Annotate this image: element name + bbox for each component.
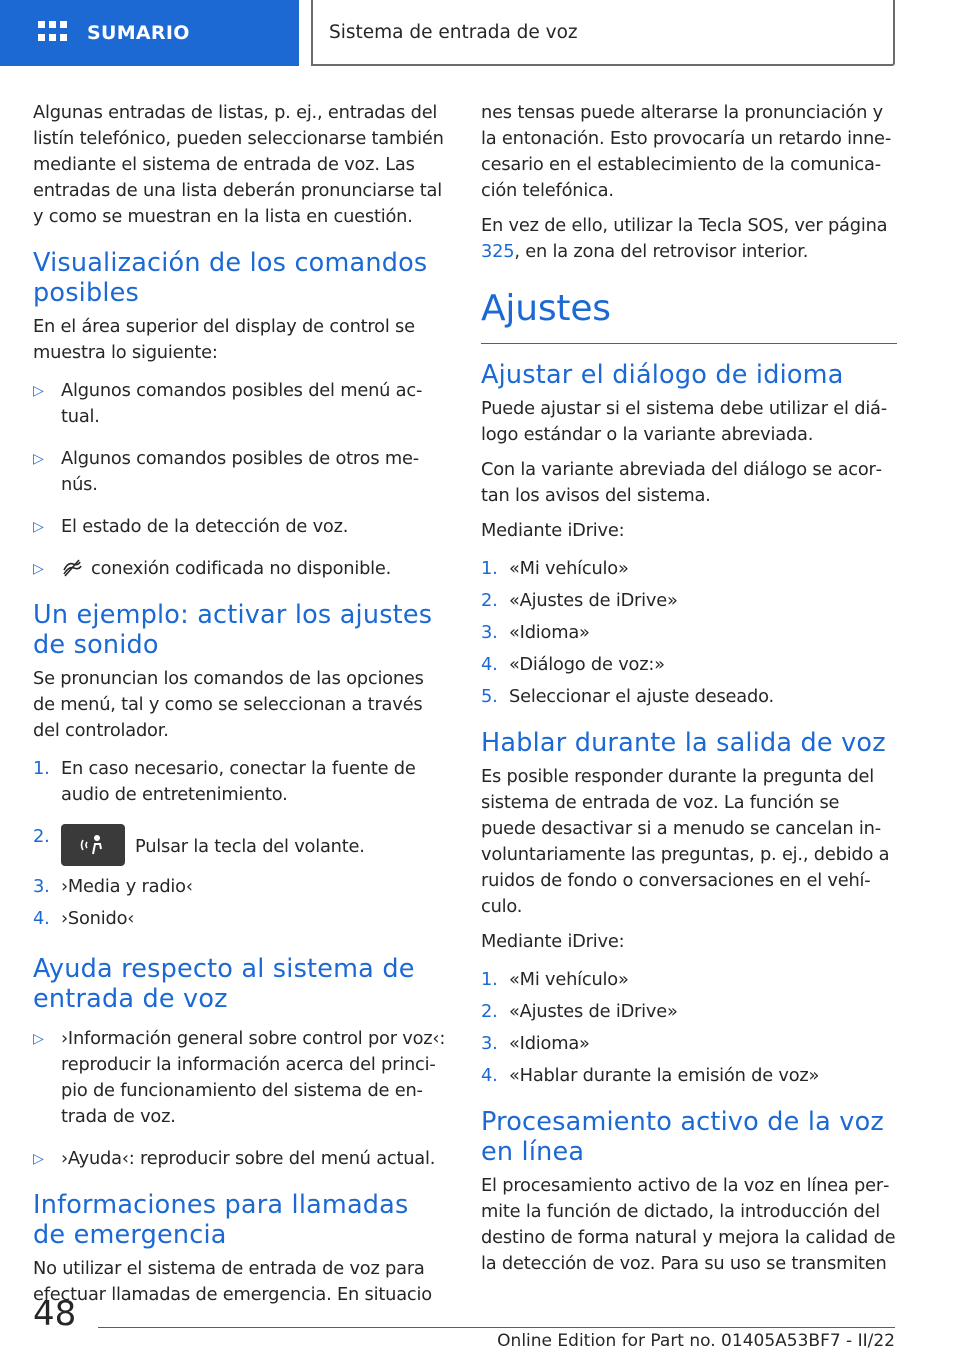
voice-command-key-icon bbox=[61, 824, 125, 866]
bullet-icon: ▷ bbox=[33, 451, 44, 467]
page-link-325[interactable]: 325 bbox=[481, 241, 515, 262]
heading-idioma: Ajustar el diálogo de idioma bbox=[481, 360, 844, 390]
hablar-steps bbox=[481, 967, 897, 1089]
heading-ajustes: Ajustes bbox=[481, 289, 897, 344]
step-item: 3. «Idioma» bbox=[481, 1033, 590, 1054]
bullet-icon: ▷ bbox=[33, 519, 44, 535]
heading-procesamiento: Procesamiento activo de la voz en línea bbox=[481, 1107, 884, 1167]
toc-button[interactable] bbox=[0, 0, 299, 66]
emergencia-paragraph: No utilizar el sistema de entrada de voz para efectuar llamadas de emergencia. En situacio bbox=[33, 1258, 432, 1305]
heading-hablar: Hablar durante la salida de voz bbox=[481, 728, 886, 758]
list-item: ▷ ›Ayuda‹: reproducir sobre del menú actual. bbox=[33, 1146, 449, 1172]
list-item: ▷ Algunos comandos posibles de otros menús. bbox=[33, 448, 420, 495]
continuation-paragraph: nes tensas puede alterarse la pronunciación y la entonación. Esto provocaría un retardo innecesario en el establecimiento de la comunicación telefónica. bbox=[481, 102, 892, 201]
heading-ejemplo: Un ejemplo: activar los ajustes de sonido bbox=[33, 600, 433, 660]
step-item: 1. «Mi vehículo» bbox=[481, 969, 629, 990]
edition-text: Online Edition for Part no. 01405A53BF7 - II/22 bbox=[497, 1331, 895, 1351]
idioma-steps bbox=[481, 556, 897, 710]
idrive-label: Mediante iDrive: bbox=[481, 520, 625, 541]
ayuda-list bbox=[33, 1026, 449, 1172]
bullet-icon: ▷ bbox=[33, 1031, 44, 1047]
step-item: 4. «Hablar durante la emisión de voz» bbox=[481, 1065, 820, 1086]
step-item: 5. Seleccionar el ajuste deseado. bbox=[481, 686, 774, 707]
heading-visualizacion: Visualización de los comandos posibles bbox=[33, 248, 428, 308]
step-item: 4. ›Sonido‹ bbox=[33, 908, 135, 929]
step-item: 3. «Idioma» bbox=[481, 622, 590, 643]
visualizacion-paragraph: En el área superior del display de control se muestra lo siguiente: bbox=[33, 316, 415, 363]
list-item: ▷ Algunos comandos posibles del menú actual. bbox=[33, 380, 423, 427]
step-item: 2. Pulsar la tecla del volante. bbox=[33, 824, 449, 866]
step-item: 1. «Mi vehículo» bbox=[481, 558, 629, 579]
grid-icon bbox=[38, 21, 66, 45]
heading-ayuda: Ayuda respecto al sistema de entrada de voz bbox=[33, 954, 415, 1014]
right-column bbox=[481, 100, 897, 1286]
no-encrypted-connection-icon bbox=[61, 558, 83, 578]
procesamiento-paragraph: El procesamiento activo de la voz en línea permite la función de dictado, la introducción del destino de forma natural y mejora la calidad de la detección de voz. Para su uso se transmiten bbox=[481, 1175, 896, 1274]
hablar-paragraph: Es posible responder durante la pregunta del sistema de entrada de voz. La función se puede desactivar si a menudo se cancelan involuntariamente las preguntas, p. ej., debido a ruidos de fondo o conversaciones en el vehículo. bbox=[481, 766, 890, 917]
step-item: 2. «Ajustes de iDrive» bbox=[481, 590, 678, 611]
page-number: 48 bbox=[33, 1294, 77, 1334]
bullet-icon: ▷ bbox=[33, 1151, 44, 1167]
toc-label: SUMARIO bbox=[87, 22, 190, 44]
ejemplo-steps bbox=[33, 756, 449, 932]
step-item: 1. En caso necesario, conectar la fuente de audio de entretenimiento. bbox=[33, 758, 416, 805]
bullet-icon: ▷ bbox=[33, 383, 44, 399]
step-item: 4. «Diálogo de voz:» bbox=[481, 654, 665, 675]
step-item: 2. «Ajustes de iDrive» bbox=[481, 1001, 678, 1022]
section-title: Sistema de entrada de voz bbox=[311, 0, 895, 66]
list-item: ▷ El estado de la detección de voz. bbox=[33, 514, 449, 540]
sos-paragraph: En vez de ello, utilizar la Tecla SOS, ver página 325, en la zona del retrovisor interior. bbox=[481, 215, 888, 262]
top-bar bbox=[0, 0, 960, 66]
list-item: ▷ conexión codificada no disponible. bbox=[33, 556, 449, 582]
idrive-label-2: Mediante iDrive: bbox=[481, 931, 625, 952]
ejemplo-paragraph: Se pronuncian los comandos de las opciones de menú, tal y como se seleccionan a través del controlador. bbox=[33, 668, 424, 741]
visualizacion-list bbox=[33, 378, 449, 582]
step-item: 3. ›Media y radio‹ bbox=[33, 876, 193, 897]
bullet-icon: ▷ bbox=[33, 561, 44, 577]
idioma-paragraph-1: Puede ajustar si el sistema debe utilizar el diálogo estándar o la variante abreviada. bbox=[481, 398, 888, 445]
idioma-paragraph-2: Con la variante abreviada del diálogo se acortan los avisos del sistema. bbox=[481, 459, 883, 506]
intro-paragraph: Algunas entradas de listas, p. ej., entradas del listín telefónico, pueden seleccionarse también mediante el sistema de entrada de voz. Las entradas de una lista deberán pronunciarse tal y como se muestran en la lista en cuestión. bbox=[33, 102, 444, 227]
heading-emergencia: Informaciones para llamadas de emergencia bbox=[33, 1190, 409, 1250]
left-column bbox=[33, 100, 449, 1317]
list-item: ▷ ›Información general sobre control por voz‹: reproducir la información acerca del principio de funcionamiento del sistema de entrada de voz. bbox=[33, 1028, 446, 1127]
footer-divider bbox=[98, 1327, 895, 1328]
